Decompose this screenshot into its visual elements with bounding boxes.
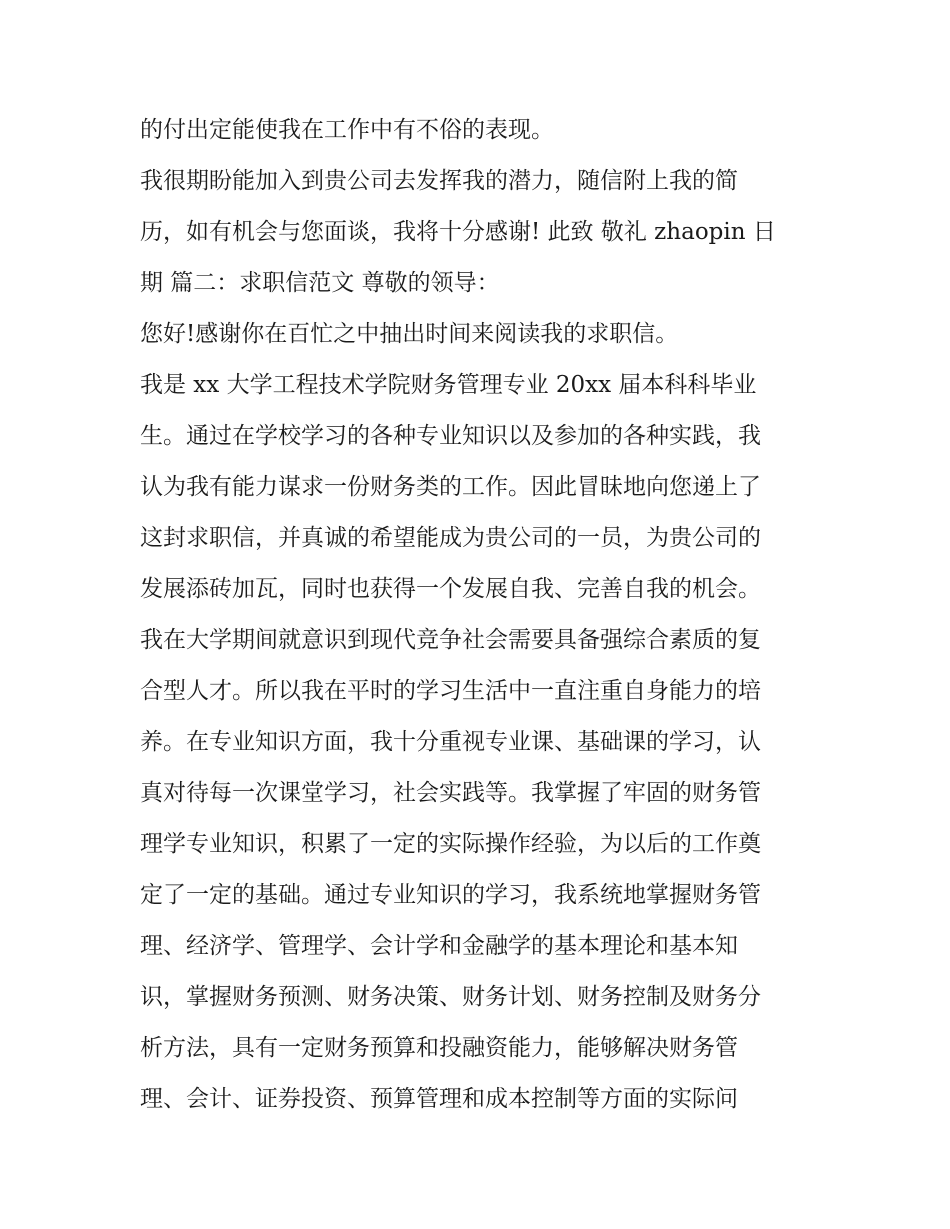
text-line: 的付出定能使我在工作中有不俗的表现。 <box>140 117 554 143</box>
text-line: 我是 xx 大学工程技术学院财务管理专业 20xx 届本科科毕业 <box>140 372 757 398</box>
text-line: 认为我有能力谋求一份财务类的工作。因此冒昧地向您递上了 <box>140 474 761 500</box>
text-line: 真对待每一次课堂学习，社会实践等。我掌握了牢固的财务管 <box>140 780 761 806</box>
text-line: 历，如有机会与您面谈，我将十分感谢! 此致 敬礼 zhaopin 日 <box>140 219 776 245</box>
text-line: 我在大学期间就意识到现代竞争社会需要具备强综合素质的复 <box>140 627 761 653</box>
text-line: 理学专业知识，积累了一定的实际操作经验，为以后的工作奠 <box>140 831 761 857</box>
text-line: 生。通过在学校学习的各种专业知识以及参加的各种实践，我 <box>140 423 761 449</box>
text-line: 识，掌握财务预测、财务决策、财务计划、财务控制及财务分 <box>140 984 761 1010</box>
text-line: 合型人才。所以我在平时的学习生活中一直注重自身能力的培 <box>140 678 761 704</box>
text-line: 您好!感谢你在百忙之中抽出时间来阅读我的求职信。 <box>140 321 679 347</box>
text-line: 定了一定的基础。通过专业知识的学习，我系统地掌握财务管 <box>140 882 761 908</box>
text-line: 理、会计、证券投资、预算管理和成本控制等方面的实际问 <box>140 1086 738 1112</box>
text-line: 理、经济学、管理学、会计学和金融学的基本理论和基本知 <box>140 933 738 959</box>
text-line: 我很期盼能加入到贵公司去发挥我的潜力，随信附上我的简 <box>140 168 738 194</box>
text-line: 析方法，具有一定财务预算和投融资能力，能够解决财务管 <box>140 1035 738 1061</box>
document-body <box>140 105 830 1125</box>
text-line: 养。在专业知识方面，我十分重视专业课、基础课的学习，认 <box>140 729 761 755</box>
text-line: 这封求职信，并真诚的希望能成为贵公司的一员，为贵公司的 <box>140 525 761 551</box>
text-line: 期 篇二：求职信范文 尊敬的领导： <box>140 270 500 296</box>
text-line: 发展添砖加瓦，同时也获得一个发展自我、完善自我的机会。 <box>140 576 761 602</box>
